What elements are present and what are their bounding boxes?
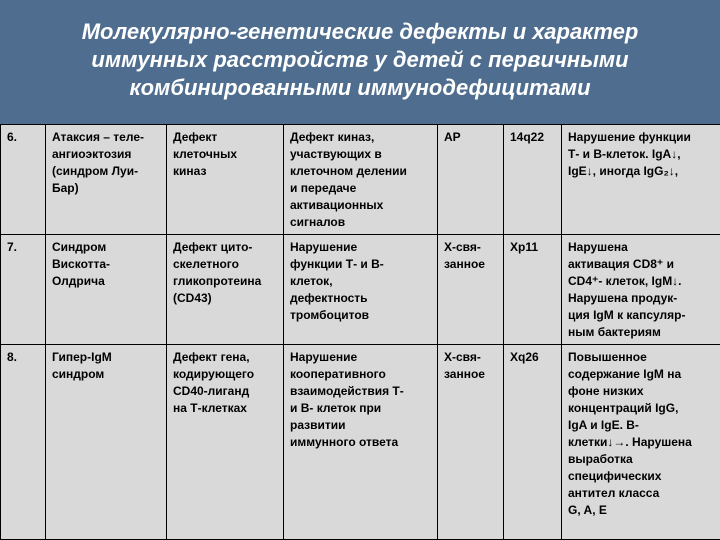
molecular-defect: Дефект клеточных киназ bbox=[173, 130, 238, 178]
locus-cell bbox=[504, 235, 562, 345]
defect-mechanism: Дефект киназ, участвующих в клеточном делении и передаче активационных сигналов bbox=[290, 130, 407, 229]
manifestation-cell bbox=[562, 345, 720, 540]
mechanism-cell bbox=[284, 345, 438, 540]
table-row bbox=[1, 125, 720, 235]
disease-name: Атаксия – теле- ангиоэктозия (синдром Луи- Бар) bbox=[52, 130, 144, 195]
inheritance-cell bbox=[438, 125, 504, 235]
disease-cell bbox=[46, 235, 167, 345]
row-number: 8. bbox=[7, 350, 18, 364]
gene-locus: 14q22 bbox=[510, 130, 545, 144]
title-line: иммунных расстройств у детей с первичными bbox=[91, 47, 629, 72]
inheritance-type: Х-свя- занное bbox=[444, 240, 485, 271]
immune-manifestation: Повышенное содержание IgM на фоне низких концентраций IgG, IgA и IgE. В- клетки↓→. Нарушена выработка специфических антител класса G, A, E bbox=[568, 350, 692, 517]
locus-cell bbox=[504, 345, 562, 540]
defect-mechanism: Нарушение кооперативного взаимодействия Т- и В- клеток при развитии иммунного ответа bbox=[290, 350, 404, 449]
disease-name: Синдром Вискотта- Олдрича bbox=[52, 240, 111, 288]
mechanism-cell bbox=[284, 235, 438, 345]
immune-manifestation: Нарушение функции Т- и В-клеток. IgA↓, IgE↓, иногда IgG₂↓, bbox=[568, 130, 691, 178]
disease-cell bbox=[46, 345, 167, 540]
defect-cell bbox=[167, 235, 284, 345]
gene-locus: Хр11 bbox=[510, 240, 539, 254]
row-number: 7. bbox=[7, 240, 18, 254]
locus-cell bbox=[504, 125, 562, 235]
manifestation-cell bbox=[562, 235, 720, 345]
title-line: Молекулярно-генетические дефекты и характер bbox=[81, 19, 639, 44]
immunodeficiency-table bbox=[0, 124, 720, 540]
row-number-cell bbox=[1, 125, 46, 235]
immune-manifestation: Нарушена активация CD8⁺ и CD4⁺- клеток, IgM↓. Нарушена продук- ция IgM к капсуляр- ным бактериям bbox=[568, 240, 686, 339]
disease-name: Гипер-IgM синдром bbox=[52, 350, 112, 381]
manifestation-cell bbox=[562, 125, 720, 235]
defect-mechanism: Нарушение функции Т- и В- клеток, дефектность тромбоцитов bbox=[290, 240, 384, 322]
molecular-defect: Дефект цито- скелетного гликопротеина (CD43) bbox=[173, 240, 262, 305]
inheritance-cell bbox=[438, 235, 504, 345]
defect-cell bbox=[167, 125, 284, 235]
inheritance-type: Х-свя- занное bbox=[444, 350, 485, 381]
inheritance-cell bbox=[438, 345, 504, 540]
inheritance-type: АР bbox=[444, 130, 461, 144]
mechanism-cell bbox=[284, 125, 438, 235]
defect-cell bbox=[167, 345, 284, 540]
row-number: 6. bbox=[7, 130, 18, 144]
table-row bbox=[1, 235, 720, 345]
title-line: комбинированными иммунодефицитами bbox=[129, 75, 591, 100]
table-row bbox=[1, 345, 720, 540]
row-number-cell bbox=[1, 235, 46, 345]
row-number-cell bbox=[1, 345, 46, 540]
disease-cell bbox=[46, 125, 167, 235]
molecular-defect: Дефект гена, кодирующего CD40-лиганд на Т-клетках bbox=[173, 350, 255, 415]
gene-locus: Xq26 bbox=[510, 350, 539, 364]
slide-title bbox=[0, 18, 720, 102]
